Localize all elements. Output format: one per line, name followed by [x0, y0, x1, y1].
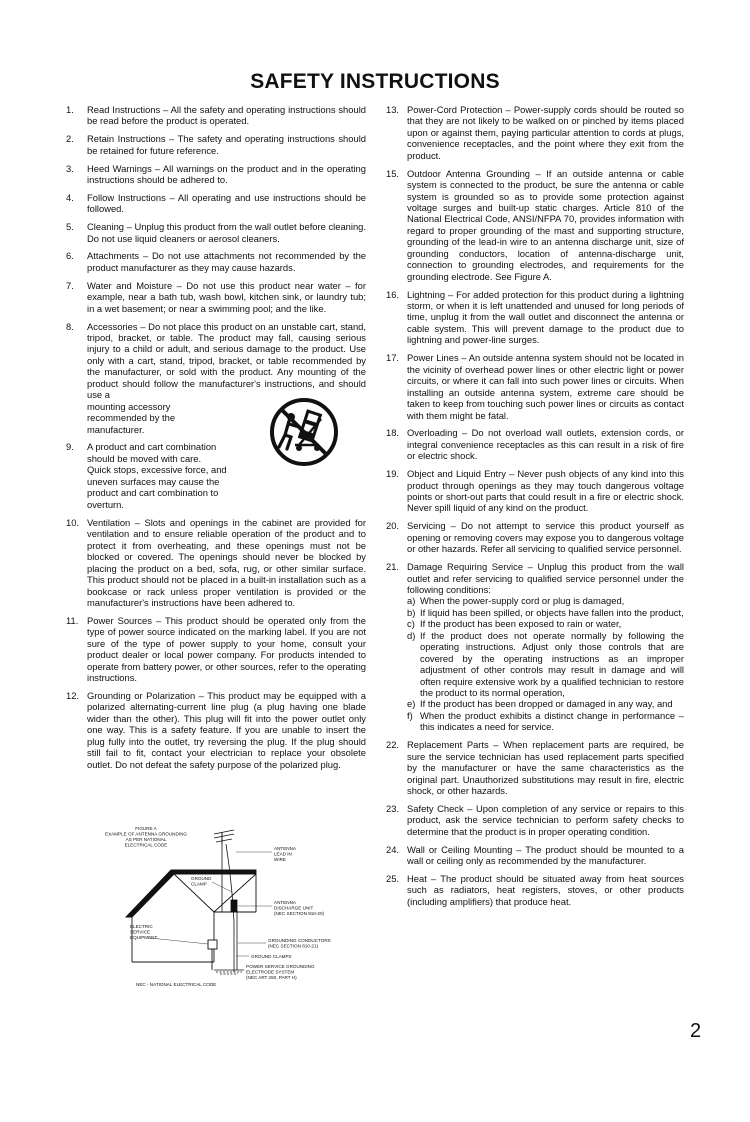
sub-item-letter: b) — [407, 606, 416, 618]
figure-label: (NEC SECTION 810-21) — [268, 943, 319, 949]
list-item — [66, 690, 366, 770]
item-number: 15. — [386, 167, 400, 179]
list-item — [386, 561, 684, 733]
sub-item — [407, 618, 684, 629]
list-item — [386, 104, 684, 161]
figure-label: DISCHARGE UNIT — [274, 905, 314, 911]
item-number: 20. — [386, 520, 400, 532]
figure-title-line: ELECTRICAL CODE — [124, 842, 168, 848]
item-text: Wall or Ceiling Mounting – The product should be mounted to a wall or ceiling only as recommended by the manufacturer. — [407, 843, 684, 867]
item-text: Read Instructions – All the safety and operating instructions should be read before the product is operated. — [87, 104, 366, 127]
list-item — [66, 517, 366, 609]
item-text: Cleaning – Unplug this product from the wall outlet before cleaning. Do not use liquid cleaners or aerosol cleaners. — [87, 221, 366, 244]
list-item — [66, 133, 366, 156]
list-item — [386, 803, 684, 837]
item-text: Safety Check – Upon completion of any service or repairs to this product, ask the service technician to perform safety checks to determine that the product is in proper operating condition. — [407, 802, 684, 837]
right-column — [386, 104, 684, 914]
item-number: 7. — [66, 279, 74, 291]
figure-title-line: FIGURE A — [135, 826, 157, 831]
item-text: Power Lines – An outside antenna system should not be located in the vicinity of overhead power lines or other electric light or power circuits, or where it can fall into such power lines or circuits. When installing an outside antenna system, extreme care should be taken to keep from touching such power lines or circuits as contact with them might be fatal. — [407, 352, 684, 421]
figure-label: CLAMP — [191, 881, 207, 887]
item-number: 5. — [66, 221, 74, 233]
sub-item — [407, 698, 684, 709]
figure-label: WIRE — [274, 857, 286, 862]
sub-item-letter: e) — [407, 698, 416, 710]
figure-label: ANTENNA — [274, 900, 296, 905]
list-item — [66, 615, 366, 684]
page-title: SAFETY INSTRUCTIONS — [250, 70, 500, 93]
item-text: Ventilation – Slots and openings in the cabinet are provided for ventilation and to ensure reliable operation of the product and to protect it from overheating, and these openings must not be blocked or covered. The openings should never be blocked by placing the product on a bed, sofa, rug, or other similar surface. This product should not be placed in a built-in installation such as a bookcase or rack unless proper ventilation is provided or the manufacturer's instructions have been adhered to. — [87, 516, 366, 609]
sub-item-text: If the product has been dropped or damaged in any way, and — [420, 698, 673, 710]
figure-title-line: EXAMPLE OF ANTENNA GROUNDING — [105, 831, 187, 837]
list-item — [386, 289, 684, 346]
item-number: 2. — [66, 133, 74, 145]
item-number: 16. — [386, 288, 400, 300]
item-text: Water and Moisture – Do not use this product near water – for example, near a bath tub, wash bowl, kitchen sink, or laundry tub; in a wet basement; or near a swimming pool; and the like. — [87, 279, 366, 314]
item-text: Attachments – Do not use attachments not recommended by the product manufacturer as they may cause hazards. — [87, 250, 366, 273]
item-number: 23. — [386, 802, 400, 814]
sub-item-letter: c) — [407, 618, 415, 630]
item-number: 12. — [66, 689, 80, 701]
item-number: 21. — [386, 561, 400, 573]
figure-label: GROUND CLAMPS — [251, 954, 292, 959]
figure-label: (NEC ART 250, PART H) — [246, 975, 297, 980]
sub-item-text: If the product does not operate normally by following the operating instructions. Adjust only those controls that are covered by the operating instructions as an improper adjustment of other controls may result in damage and will often require extensive work by a qualified technician to restore the product to its normal operation, — [420, 629, 684, 699]
item-number: 9. — [66, 441, 74, 453]
list-item — [386, 352, 684, 421]
list-item — [66, 192, 366, 215]
sub-item-letter: a) — [407, 595, 416, 607]
sub-item-text: When the product exhibits a distinct change in performance – this indicates a need for service. — [420, 709, 684, 733]
sub-item — [407, 595, 684, 606]
item-text-tail: mounting accessory recommended by the manufacturer. — [87, 400, 176, 435]
list-item — [66, 441, 366, 510]
list-item — [386, 427, 684, 461]
figure-footer: NEC - NATIONAL ELECTRICAL CODE — [136, 982, 217, 987]
sub-item-letter: f) — [407, 709, 413, 721]
item-text: Retain Instructions – The safety and operating instructions should be retained for future reference. — [87, 133, 366, 156]
item-text: Servicing – Do not attempt to service this product yourself as opening or removing covers may expose you to dangerous voltage or other hazards. Refer all servicing to qualified service personnel. — [407, 520, 684, 555]
item-number: 18. — [386, 427, 400, 439]
figure-label: (NEC SECTION 810-20) — [274, 911, 325, 916]
figure-label: POWER SERVICE GROUNDING — [246, 964, 315, 969]
list-item — [386, 168, 684, 283]
list-item — [386, 739, 684, 796]
item-text: Object and Liquid Entry – Never push objects of any kind into this product through openings as they may touch dangerous voltage points or short-out parts that could result in a fire or electric shock. Never spill liquid of any kind on the product. — [407, 468, 684, 514]
figure-label: LEAD IN — [274, 851, 292, 857]
item-number: 19. — [386, 468, 400, 480]
item-text-wrap — [407, 561, 684, 733]
item-text: Overloading – Do not overload wall outlets, extension cords, or integral convenience receptacles as this can result in a risk of fire or electric shock. — [407, 427, 684, 462]
item-text: Lightning – For added protection for this product during a lightning storm, or when it is left unattended and unused for long periods of time, unplug it from the wall outlet and disconnect the antenna or cable system. This will prevent damage to the product due to lightning and power-line surges. — [407, 288, 684, 346]
figure-label: EQUIPMENT — [130, 935, 158, 940]
item-text: Grounding or Polarization – This product may be equipped with a polarized alternating-current line plug (a plug having one blade wider than the other). This plug will fit into the power outlet only one way. This is a safety feature. If you are unable to insert the plug fully into the outlet, try reversing the plug. If the plug should still fail to fit, contact your electrician to replace your obsolete outlet. Do not defeat the safety purpose of the polarized plug. — [87, 689, 366, 770]
item-text: Power Sources – This product should be operated only from the type of power source indicated on the marking label. If you are not sure of the type of power supply to your home, consult your product dealer or local power company. For products intended to operate from battery power, or other sources, refer to the operating instructions. — [87, 614, 366, 684]
page-number: 2 — [690, 1020, 702, 1042]
sub-item — [407, 607, 684, 618]
list-item — [66, 280, 366, 314]
figure-labels — [130, 846, 331, 987]
sub-item-text: When the power-supply cord or plug is damaged, — [420, 595, 625, 607]
item-number: 4. — [66, 191, 74, 203]
cart-warning-icon — [269, 397, 339, 467]
item-number: 6. — [66, 250, 74, 262]
item-number: 17. — [386, 352, 400, 364]
item-number: 8. — [66, 320, 74, 332]
item-number: 1. — [66, 104, 74, 115]
list-item — [66, 250, 366, 273]
antenna-mast — [214, 830, 244, 974]
figure-title — [105, 826, 187, 848]
item-text: Accessories – Do not place this product on an unstable cart, stand, tripod, bracket, or table. The product may fall, causing serious injury to a child or adult, and serious damage to the product. Use only with a cart, stand, tripod, bracket, or table recommended by the manufacturer, or sold with the product. Any mounting of the product should follow the manufacturer's instructions, and should use a — [87, 320, 366, 401]
item-text: Heat – The product should be situated away from heat sources such as radiators, heat registers, stoves, or other products (including amplifiers) that produce heat. — [407, 872, 684, 907]
item-number: 25. — [386, 872, 400, 884]
item-number: 22. — [386, 739, 400, 751]
list-item — [66, 221, 366, 244]
figure-label: ELECTRODE SYSTEM — [246, 969, 295, 975]
figure-label: GROUNDING CONDUCTORS — [268, 938, 331, 943]
sub-item-text: If the product has been exposed to rain or water, — [420, 618, 622, 630]
item-text: Heed Warnings – All warnings on the product and in the operating instructions should be adhered to. — [87, 162, 366, 186]
sub-item — [407, 710, 684, 733]
item-text: Power-Cord Protection – Power-supply cords should be routed so that they are not likely to be walked on or pinched by items placed upon or against them, paying particular attention to cords at plugs, convenience receptacles, and the point where they exit from the product. — [407, 104, 684, 161]
left-column — [66, 104, 366, 777]
list-item — [66, 104, 366, 127]
figure-label: ANTENNA — [274, 846, 296, 851]
item-text: Damage Requiring Service – Unplug this product from the wall outlet and refer servicing to qualified service personnel under the following conditions: — [407, 561, 684, 595]
item-number: 3. — [66, 162, 74, 174]
list-item — [66, 163, 366, 186]
figure-label: SERVICE — [130, 929, 151, 935]
figure-title-line: AS PER NATIONAL — [125, 837, 167, 842]
figure-label: GROUND — [191, 876, 212, 881]
item-text: Follow Instructions – All operating and use instructions should be followed. — [87, 191, 366, 215]
item-text-wrap — [87, 441, 366, 510]
item-text: A product and cart combination should be moved with care. Quick stops, excessive force, and uneven surfaces may cause the product and cart combination to overturn. — [87, 441, 227, 510]
item-number: 10. — [66, 516, 80, 528]
list-item — [386, 873, 684, 907]
sub-item — [407, 630, 684, 699]
list-item — [386, 468, 684, 514]
sub-item-text: If liquid has been spilled, or objects have fallen into the product, — [420, 606, 684, 618]
figure-label: ELECTRIC — [130, 924, 153, 929]
list-item — [386, 844, 684, 867]
item-number: 11. — [66, 614, 79, 626]
sub-item-letter: d) — [407, 629, 416, 641]
item-number: 13. — [386, 104, 400, 115]
item-text: Outdoor Antenna Grounding – If an outside antenna or cable system is connected to the product, be sure the antenna or cable system is grounded so as to provide some protection against voltage surges and built-up static charges. Article 810 of the National Electrical Code, ANSI/NFPA 70, provides information with regard to proper grounding of the mast and supporting structure, grounding of the lead-in wire to an antenna discharge unit, size of grounding conductors, location of antenna-discharge unit, connection to grounding electrodes, and requirements for the grounding electrode. See Figure A. — [407, 167, 684, 282]
antenna-grounding-figure — [96, 822, 356, 992]
item-text: Replacement Parts – When replacement parts are required, be sure the service technician has used replacement parts specified by the manufacturer or have the same characteristics as the original part. Unauthorized substitutions may result in fire, electric shock, or other hazards. — [407, 739, 684, 797]
list-item — [386, 520, 684, 554]
item-number: 24. — [386, 843, 400, 855]
